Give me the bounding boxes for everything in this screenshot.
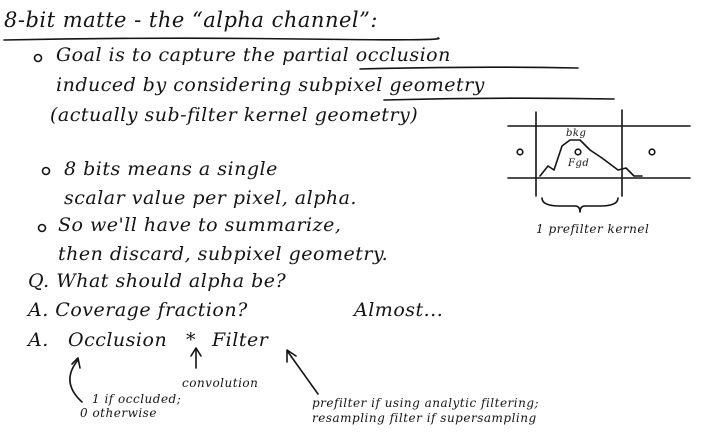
answer-2-filter: Filter [212, 329, 269, 351]
annotation-filter-1: prefilter if using analytic filtering; [312, 396, 540, 410]
bullet-3-line-1: So we'll have to summarize, [58, 214, 342, 236]
annotation-convolution: convolution [182, 376, 259, 390]
bullet-3-line-2: then discard, subpixel geometry. [58, 243, 389, 265]
diagram-caption: 1 prefilter kernel [536, 222, 650, 236]
bullet-dot-1 [35, 55, 42, 62]
bullet-2-line-2: scalar value per pixel, alpha. [64, 187, 357, 209]
annotation-occluded-0: 0 otherwise [80, 406, 157, 420]
title-underline [4, 38, 439, 40]
annotation-occluded-1: 1 if occluded; [92, 392, 182, 406]
bullet-1-line-2: induced by considering subpixel geometry [56, 74, 485, 96]
answer-2-label: A. [28, 329, 49, 351]
annotation-filter-2: resampling filter if supersampling [312, 411, 537, 425]
kernel-left-dot [517, 149, 523, 155]
diagram-fgd-label: Fgd [568, 158, 590, 169]
bullet-dot-3 [39, 225, 46, 232]
page-title: 8-bit matte - the “alpha channel”: [4, 8, 378, 32]
answer-1-note: Almost... [354, 299, 444, 321]
subpixel-geometry-underline [384, 98, 614, 100]
answer-2-operator: * [186, 329, 196, 351]
partial-occlusion-underline [360, 67, 578, 69]
bullet-1-line-3: (actually sub-filter kernel geometry) [50, 104, 419, 126]
bullet-1-line-1: Goal is to capture the partial occlusion [56, 44, 451, 66]
kernel-right-dot [649, 149, 655, 155]
kernel-diagram [508, 110, 690, 212]
question-line: Q. What should alpha be? [28, 270, 287, 292]
kernel-center-dot [575, 149, 581, 155]
bullet-2-line-1: 8 bits means a single [64, 158, 278, 180]
answer-1-line: A. Coverage fraction? [28, 299, 248, 321]
diagram-bkg-label: bkg [566, 128, 587, 139]
answer-2-occlusion: Occlusion [68, 329, 168, 351]
kernel-brace [542, 198, 618, 212]
bullet-dot-2 [43, 168, 50, 175]
